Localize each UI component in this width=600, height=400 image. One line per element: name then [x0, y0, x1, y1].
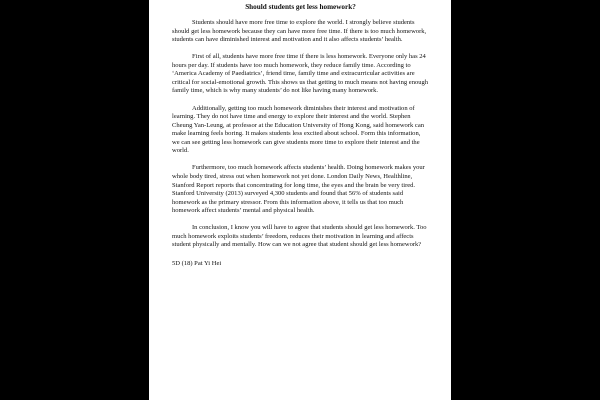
paragraph-free-time: First of all, students have more free time if there is less homework. Everyone only has 24 hours per day. If students have too much homework, they reduce family time. According to ‘America Academy of Paediatrics’, friend time, family time and extracurricular activities are critical for social-emotional growth. This shows us that getting to much means not having enough family time, which is why many students’ do not like having many homework. [172, 53, 429, 95]
document-page [149, 0, 451, 400]
document-title: Should students get less homework? [245, 3, 356, 11]
paragraph-health: Furthermore, too much homework affects students’ health. Doing homework makes your whole body tired, stress out when homework not yet done. London Daily News, Healthline, Stanford Report reports that concentrating for long time, the eyes and the brain be very tired. Stanford University (2013) surveyed 4,300 students and found that 56% of students said homework as the primary stressor. From this information above, it tells us that too much homework affect students’ mental and physical health. [172, 164, 425, 215]
paragraph-interest-motivation: Additionally, getting too much homework diminishes their interest and motivation of learning. They do not have time and energy to explore their interest and the world. Stephen Cheung Yan-Leung, at professor at the Education University of Hong Kong, said homework can make learning feels boring. It makes students less excited about school. Form this information, we can see getting less homework can give students more time to explore their interest and the world. [172, 104, 425, 155]
author-signature-line: 5D (18) Pat Yi Hei [172, 259, 222, 267]
paragraph-intro: Students should have more free time to explore the world. I strongly believe students should get less homework because they can have more free time. If there is too much homework, students can have diminished interest and motivation and it also affects students’ health. [172, 19, 427, 44]
paragraph-conclusion: In conclusion, I know you will have to agree that students should get less homework. Too much homework exploits students’ freedom, reduces their motivation in learning and affects student physically and mentally. How can we not agree that student should get less homework? [172, 224, 427, 249]
